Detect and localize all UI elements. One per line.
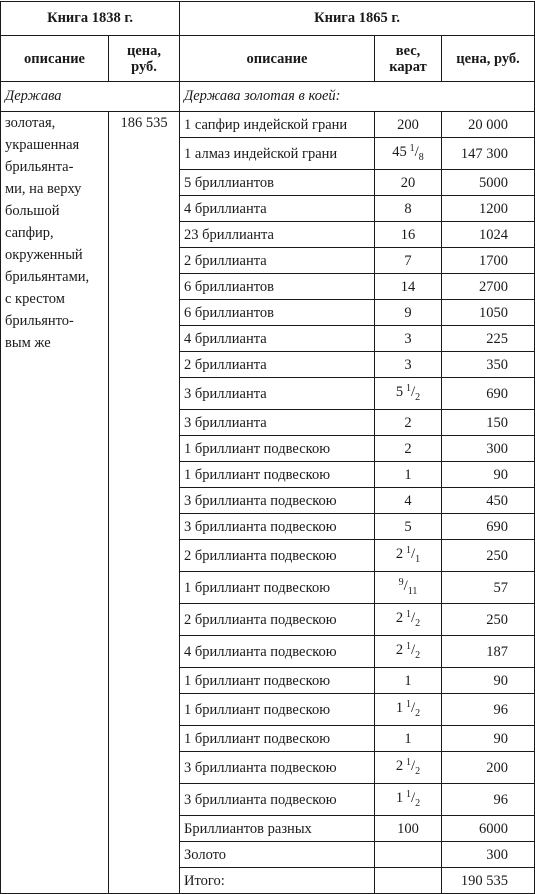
item-weight xyxy=(375,436,442,462)
item-description: 1 сапфир индейской грани xyxy=(180,112,375,138)
item-weight xyxy=(375,274,442,300)
item-description: 1 бриллиант подвескою xyxy=(180,436,375,462)
weight-whole: 2 xyxy=(395,610,404,626)
item-price: 90 xyxy=(442,668,535,694)
item-weight xyxy=(375,462,442,488)
item-description: 3 бриллианта подвескою xyxy=(180,784,375,816)
item-weight xyxy=(375,572,442,604)
weight-whole: 2 xyxy=(395,758,404,774)
weight-whole: 1 xyxy=(395,790,404,806)
fraction-slash-icon: / xyxy=(414,144,419,160)
weight-whole: 1 xyxy=(404,730,412,747)
item-price: 190 535 xyxy=(442,868,535,894)
item-description: 3 бриллианта подвескою xyxy=(180,514,375,540)
item-weight xyxy=(375,410,442,436)
fraction-slash-icon: / xyxy=(411,610,416,626)
item-weight xyxy=(375,842,442,868)
item-description: 6 бриллиантов xyxy=(180,300,375,326)
item-weight xyxy=(375,694,442,726)
description-1838-line: вым же xyxy=(5,335,51,351)
item-price: 350 xyxy=(442,352,535,378)
item-description: 3 бриллианта xyxy=(180,410,375,436)
weight-numerator: 1 xyxy=(406,699,411,710)
item-description: 1 бриллиант подвескою xyxy=(180,572,375,604)
weight-whole: 9 xyxy=(404,304,412,321)
section-row xyxy=(1,82,535,112)
item-weight xyxy=(375,668,442,694)
weight-whole: 7 xyxy=(404,252,412,269)
item-weight xyxy=(375,540,442,572)
header-desc-1838: описание xyxy=(1,36,109,82)
item-description: 4 бриллианта подвескою xyxy=(180,636,375,668)
header-row-books xyxy=(1,2,535,36)
item-description: 1 бриллиант подвескою xyxy=(180,462,375,488)
item-price: 200 xyxy=(442,752,535,784)
fraction-slash-icon: / xyxy=(411,758,416,774)
item-description: 3 бриллианта подвескою xyxy=(180,488,375,514)
weight-whole: 3 xyxy=(404,330,412,347)
item-weight xyxy=(375,248,442,274)
item-weight xyxy=(375,868,442,894)
item-price: 57 xyxy=(442,572,535,604)
item-description: 4 бриллианта xyxy=(180,196,375,222)
item-price: 150 xyxy=(442,410,535,436)
item-weight xyxy=(375,138,442,170)
weight-numerator: 1 xyxy=(406,609,411,620)
item-price: 90 xyxy=(442,726,535,752)
item-description: 2 бриллианта xyxy=(180,352,375,378)
item-price: 20 000 xyxy=(442,112,535,138)
weight-whole: 1 xyxy=(404,466,412,483)
item-weight xyxy=(375,514,442,540)
price-1838: 186 535 xyxy=(109,112,180,894)
weight-denominator: 11 xyxy=(407,586,418,597)
weight-whole: 14 xyxy=(400,278,416,295)
description-1838-line: большой xyxy=(5,203,60,219)
weight-whole: 45 xyxy=(392,144,407,160)
item-weight xyxy=(375,170,442,196)
item-description: 2 бриллианта xyxy=(180,248,375,274)
item-price: 300 xyxy=(442,436,535,462)
item-price: 187 xyxy=(442,636,535,668)
item-weight xyxy=(375,378,442,410)
description-1838-line: окруженный xyxy=(5,247,83,263)
weight-whole: 200 xyxy=(397,116,419,133)
item-price: 5000 xyxy=(442,170,535,196)
item-price: 147 300 xyxy=(442,138,535,170)
item-description: Итого: xyxy=(180,868,375,894)
weight-denominator: 2 xyxy=(415,766,421,777)
item-price: 250 xyxy=(442,604,535,636)
weight-whole: 3 xyxy=(404,356,412,373)
header-row-columns xyxy=(1,36,535,82)
item-price: 6000 xyxy=(442,816,535,842)
weight-denominator: 1 xyxy=(415,554,421,565)
weight-whole: 2 xyxy=(404,414,412,431)
item-weight xyxy=(375,752,442,784)
description-1838-line: брильянтами, xyxy=(5,269,90,285)
description-1838-line: сапфир, xyxy=(5,225,54,241)
item-price: 690 xyxy=(442,514,535,540)
item-price: 250 xyxy=(442,540,535,572)
fraction-slash-icon: / xyxy=(411,384,416,400)
item-description: 2 бриллианта подвескою xyxy=(180,540,375,572)
fraction-slash-icon: / xyxy=(403,578,408,594)
item-weight xyxy=(375,488,442,514)
item-price: 90 xyxy=(442,462,535,488)
item-price: 96 xyxy=(442,694,535,726)
weight-denominator: 2 xyxy=(415,392,421,403)
item-description: 23 бриллианта xyxy=(180,222,375,248)
item-price: 96 xyxy=(442,784,535,816)
header-price-1838: цена, руб. xyxy=(109,36,180,82)
weight-whole: 5 xyxy=(395,384,404,400)
weight-denominator: 2 xyxy=(415,708,421,719)
description-1838-line: украшенная xyxy=(5,137,80,153)
regalia-table xyxy=(0,1,535,894)
item-weight xyxy=(375,326,442,352)
weight-numerator: 1 xyxy=(406,641,411,652)
item-weight xyxy=(375,784,442,816)
weight-numerator: 1 xyxy=(406,545,411,556)
item-weight xyxy=(375,604,442,636)
description-1838-line: золотая, xyxy=(5,115,56,131)
item-weight xyxy=(375,300,442,326)
item-price: 1050 xyxy=(442,300,535,326)
item-price: 1200 xyxy=(442,196,535,222)
table-body xyxy=(1,82,535,894)
item-description: Золото xyxy=(180,842,375,868)
item-description: 6 бриллиантов xyxy=(180,274,375,300)
item-description: 5 бриллиантов xyxy=(180,170,375,196)
item-weight xyxy=(375,112,442,138)
weight-whole: 2 xyxy=(395,546,404,562)
description-1838-line: с крестом xyxy=(5,291,65,307)
description-1838-line: брильянто- xyxy=(5,313,74,329)
item-description: 3 бриллианта подвескою xyxy=(180,752,375,784)
item-description: Бриллиантов разных xyxy=(180,816,375,842)
item-weight xyxy=(375,352,442,378)
item-description: 1 бриллиант подвескою xyxy=(180,668,375,694)
item-weight xyxy=(375,726,442,752)
item-price: 1700 xyxy=(442,248,535,274)
description-1838 xyxy=(1,112,109,894)
item-description: 1 алмаз индейской грани xyxy=(180,138,375,170)
weight-numerator: 1 xyxy=(406,757,411,768)
table-row xyxy=(1,112,535,138)
weight-denominator: 2 xyxy=(415,798,421,809)
description-1838-line: ми, на верху xyxy=(5,181,82,197)
weight-whole: 2 xyxy=(395,642,404,658)
item-description: 2 бриллианта подвескою xyxy=(180,604,375,636)
weight-numerator: 1 xyxy=(406,383,411,394)
item-weight xyxy=(375,222,442,248)
weight-whole: 5 xyxy=(404,518,412,535)
fraction-slash-icon: / xyxy=(411,700,416,716)
item-description: 3 бриллианта xyxy=(180,378,375,410)
item-weight xyxy=(375,196,442,222)
header-book-1865: Книга 1865 г. xyxy=(180,2,535,36)
item-price: 1024 xyxy=(442,222,535,248)
header-price-1865: цена, руб. xyxy=(442,36,535,82)
weight-numerator: 1 xyxy=(409,143,415,154)
weight-whole: 2 xyxy=(404,440,412,457)
fraction-slash-icon: / xyxy=(411,790,416,806)
item-description: 4 бриллианта xyxy=(180,326,375,352)
section-label-1838: Держава xyxy=(1,82,180,112)
item-weight xyxy=(375,636,442,668)
header-book-1838: Книга 1838 г. xyxy=(1,2,180,36)
weight-denominator: 2 xyxy=(415,618,421,629)
section-label-1865: Держава золотая в коей: xyxy=(180,82,535,112)
item-price: 2700 xyxy=(442,274,535,300)
weight-numerator: 1 xyxy=(406,789,411,800)
weight-numerator: 9 xyxy=(398,577,404,588)
fraction-slash-icon: / xyxy=(411,642,416,658)
weight-whole: 20 xyxy=(400,174,416,191)
weight-denominator: 8 xyxy=(418,152,424,163)
weight-whole: 100 xyxy=(397,820,419,837)
weight-whole: 1 xyxy=(404,672,412,689)
item-price: 450 xyxy=(442,488,535,514)
item-weight xyxy=(375,816,442,842)
item-description: 1 бриллиант подвескою xyxy=(180,726,375,752)
item-price: 300 xyxy=(442,842,535,868)
item-price: 690 xyxy=(442,378,535,410)
weight-whole: 8 xyxy=(404,200,412,217)
weight-denominator: 2 xyxy=(415,650,421,661)
weight-whole: 16 xyxy=(400,226,416,243)
header-weight: вес, карат xyxy=(375,36,442,82)
weight-whole: 4 xyxy=(404,492,412,509)
item-description: 1 бриллиант подвескою xyxy=(180,694,375,726)
header-desc-1865: описание xyxy=(180,36,375,82)
weight-whole: 1 xyxy=(395,700,404,716)
fraction-slash-icon: / xyxy=(411,546,416,562)
description-1838-line: брильянта- xyxy=(5,159,74,175)
item-price: 225 xyxy=(442,326,535,352)
